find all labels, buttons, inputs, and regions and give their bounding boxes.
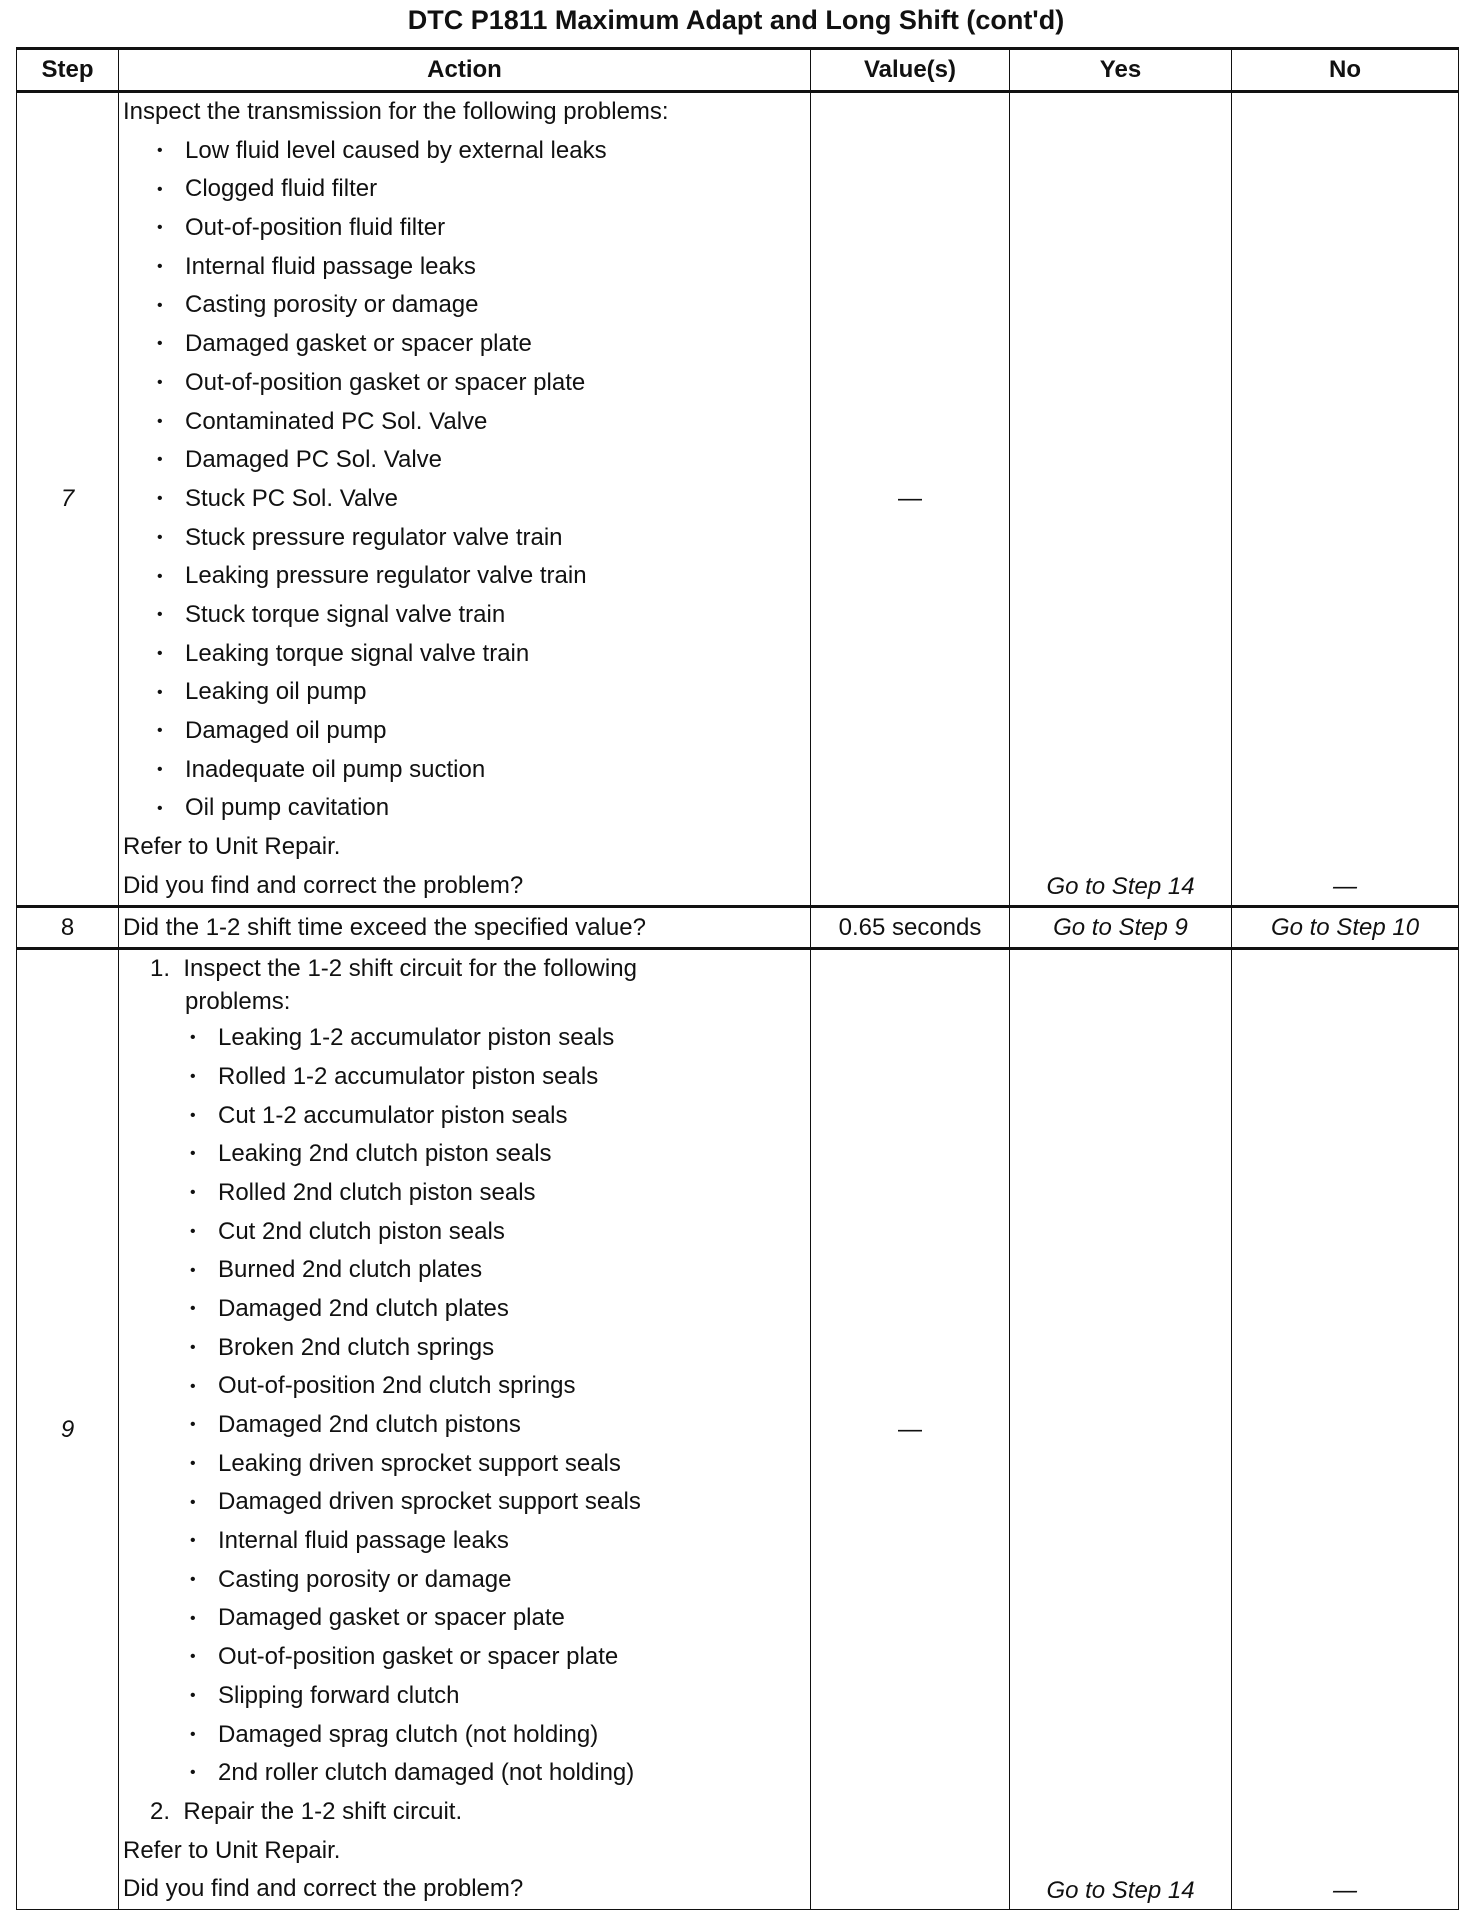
step-number: 7: [17, 92, 119, 907]
bullet-item: • Casting porosity or damage: [119, 286, 810, 325]
bullet-item: • Damaged driven sprocket support seals: [119, 1483, 810, 1522]
question-text: Did the 1-2 shift time exceed the specified value?: [123, 913, 646, 941]
action-cell: [119, 92, 811, 907]
action-cell: [119, 949, 811, 1910]
bullet-item: • 2nd roller clutch damaged (not holding): [119, 1754, 810, 1793]
item-text: Repair the 1-2 shift circuit.: [183, 1797, 463, 1825]
action-intro: Inspect the transmission for the following problems:: [123, 98, 669, 125]
bullet-item: • Stuck torque signal valve train: [119, 596, 810, 635]
bullet-item: • Cut 1-2 accumulator piston seals: [119, 1097, 810, 1136]
bullet-item: • Leaking oil pump: [119, 673, 810, 712]
bullet-item: • Stuck PC Sol. Valve: [119, 480, 810, 519]
no-cell: —: [1232, 949, 1459, 1910]
value-cell: —: [811, 949, 1010, 1910]
header-action: Action: [119, 49, 811, 92]
refer-text: Refer to Unit Repair.: [123, 1836, 341, 1864]
item-number: 2.: [150, 1797, 171, 1825]
bullet-item: • Damaged 2nd clutch plates: [119, 1290, 810, 1329]
item-text: Inspect the 1-2 shift circuit for the following: [183, 955, 637, 983]
value-cell: —: [811, 92, 1010, 907]
bullet-item: • Low fluid level caused by external leaks: [119, 132, 810, 171]
bullet-item: • Cut 2nd clutch piston seals: [119, 1213, 810, 1252]
bullet-item: • Out-of-position fluid filter: [119, 209, 810, 248]
page-title: DTC P1811 Maximum Adapt and Long Shift (cont'd): [407, 5, 1065, 35]
bullet-item: • Casting porosity or damage: [119, 1561, 810, 1600]
bullet-item: • Internal fluid passage leaks: [119, 1522, 810, 1561]
header-yes: Yes: [1010, 49, 1232, 92]
header-values: Value(s): [811, 49, 1010, 92]
bullet-item: • Oil pump cavitation: [119, 789, 810, 828]
bullet-item: • Rolled 2nd clutch piston seals: [119, 1174, 810, 1213]
table-row-step-9: [17, 949, 1459, 1910]
header-step: Step: [17, 49, 119, 92]
bullet-item: • Damaged sprag clutch (not holding): [119, 1716, 810, 1755]
table-row-step-8: [17, 907, 1459, 949]
bullet-item: • Rolled 1-2 accumulator piston seals: [119, 1058, 810, 1097]
bullet-item: • Leaking 1-2 accumulator piston seals: [119, 1019, 810, 1058]
question-text: Did you find and correct the problem?: [123, 871, 524, 899]
step-number: 9: [17, 949, 119, 1910]
bullet-item: • Leaking pressure regulator valve train: [119, 557, 810, 596]
numbered-item-1: [119, 950, 810, 989]
action-cell: [119, 907, 811, 949]
bullet-item: • Slipping forward clutch: [119, 1677, 810, 1716]
bullet-item: • Burned 2nd clutch plates: [119, 1251, 810, 1290]
header-no: No: [1232, 49, 1459, 92]
item-number: 1.: [150, 955, 171, 983]
refer-text: Refer to Unit Repair.: [123, 833, 341, 861]
bullet-item: • Broken 2nd clutch springs: [119, 1329, 810, 1368]
header-row: [17, 49, 1459, 92]
bullet-item: • Internal fluid passage leaks: [119, 248, 810, 287]
bullet-item: • Damaged gasket or spacer plate: [119, 325, 810, 364]
bullet-item: • Leaking torque signal valve train: [119, 635, 810, 674]
yes-cell: Go to Step 14: [1010, 92, 1232, 907]
bullet-item: • Clogged fluid filter: [119, 170, 810, 209]
numbered-item-1-continued: problems:: [185, 988, 291, 1016]
bullet-item: • Out-of-position gasket or spacer plate: [119, 1638, 810, 1677]
yes-cell: Go to Step 14: [1010, 949, 1232, 1910]
bullet-item: • Damaged 2nd clutch pistons: [119, 1406, 810, 1445]
bullet-item: • Leaking driven sprocket support seals: [119, 1445, 810, 1484]
bullet-item: • Damaged PC Sol. Valve: [119, 441, 810, 480]
bullet-item: • Leaking 2nd clutch piston seals: [119, 1135, 810, 1174]
question-text: Did you find and correct the problem?: [123, 1875, 524, 1903]
bullet-item: • Out-of-position 2nd clutch springs: [119, 1367, 810, 1406]
bullet-item: • Inadequate oil pump suction: [119, 751, 810, 790]
table-row-step-7: [17, 92, 1459, 907]
step-number: 8: [17, 907, 119, 949]
diagnostic-table: [16, 47, 1459, 1910]
no-cell: —: [1232, 92, 1459, 907]
yes-cell: Go to Step 9: [1010, 907, 1232, 949]
bullet-item: • Damaged oil pump: [119, 712, 810, 751]
bullet-item: • Out-of-position gasket or spacer plate: [119, 364, 810, 403]
bullet-item: • Damaged gasket or spacer plate: [119, 1599, 810, 1638]
value-cell: 0.65 seconds: [811, 907, 1010, 949]
bullet-item: • Stuck pressure regulator valve train: [119, 519, 810, 558]
bullet-item: • Contaminated PC Sol. Valve: [119, 403, 810, 442]
no-cell: Go to Step 10: [1232, 907, 1459, 949]
numbered-item-2: [119, 1793, 810, 1832]
